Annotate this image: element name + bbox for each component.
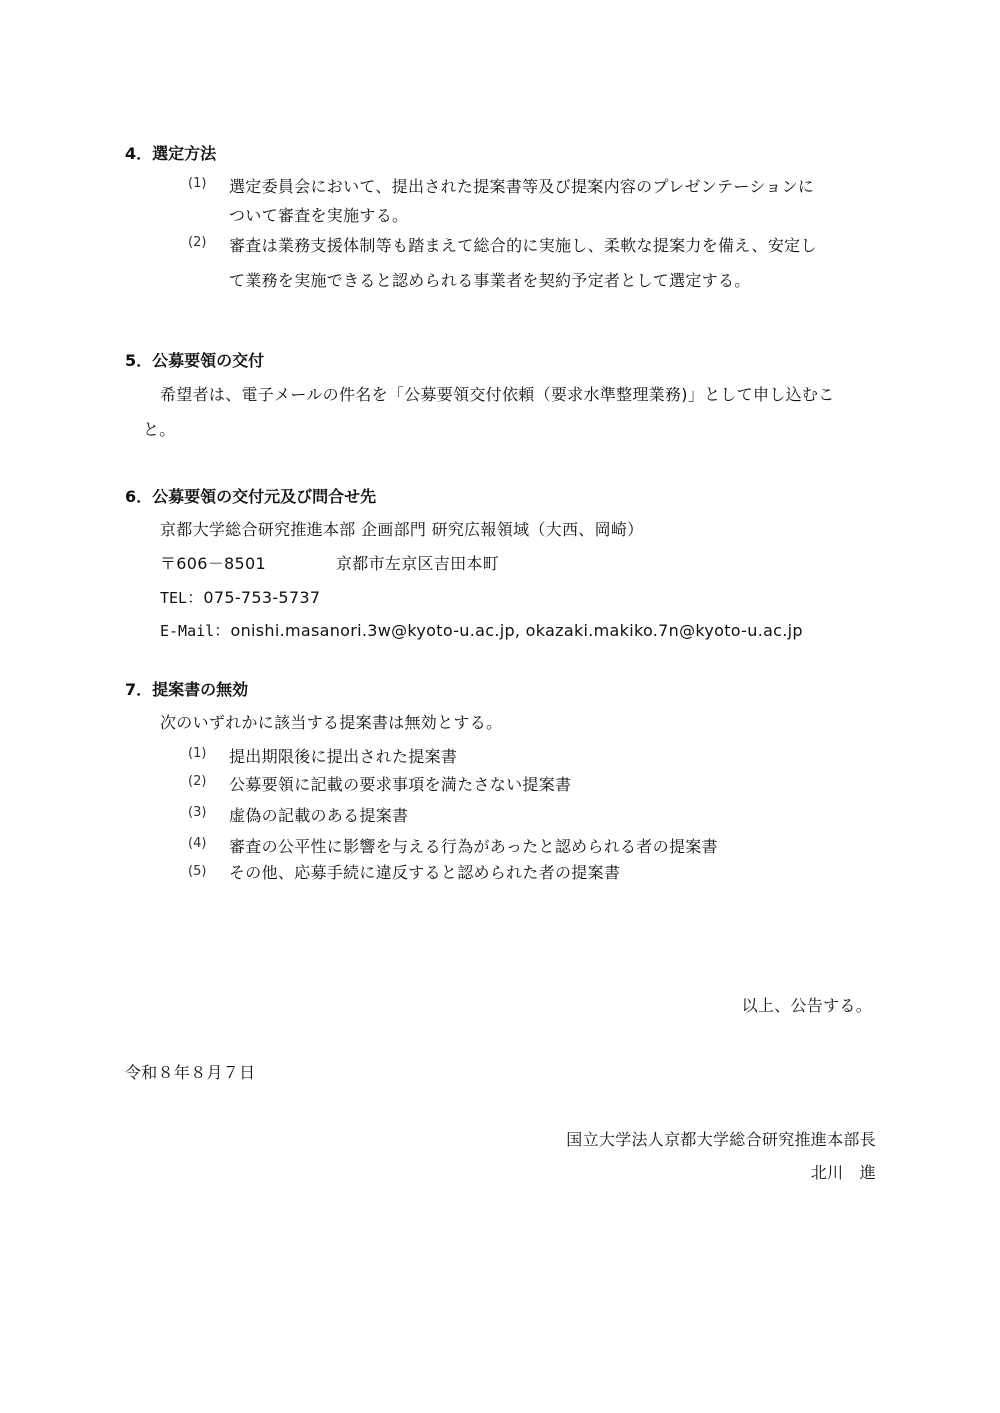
contact-organization: 京都大学総合研究推進本部 企画部門 研究広報領域（大西、岡崎）	[160, 520, 644, 539]
section-7-item-2-number: (2)	[188, 774, 207, 789]
section-4-item-2-number: (2)	[188, 235, 207, 250]
section-7-item-3-number: (3)	[188, 805, 207, 820]
issuer-name: 北川 進	[810, 1163, 876, 1182]
section-4-item-2-line-1: 審査は業務支援体制等も踏まえて総合的に実施し、柔軟な提案力を備え、安定し	[229, 236, 817, 255]
closing-statement: 以上、公告する。	[741, 996, 872, 1015]
section-7-item-5-number: (5)	[188, 864, 207, 879]
section-7-item-3-text: 虚偽の記載のある提案書	[229, 806, 409, 825]
section-7-item-4-number: (4)	[188, 836, 207, 851]
address: 京都市左京区吉田本町	[336, 554, 500, 573]
section-7-item-5-text: その他、応募手続に違反すると認められた者の提案書	[229, 863, 621, 882]
section-5-line-1: 希望者は、電子メールの件名を「公募要領交付依頼（要求水準整理業務)」として申し込むこ	[160, 385, 835, 404]
tel-line	[160, 585, 320, 608]
section-4-item-1-line-1: 選定委員会において、提出された提案書等及び提案内容のプレゼンテーションに	[229, 177, 815, 196]
issuer-organization: 国立大学法人京都大学総合研究推進本部長	[566, 1130, 876, 1149]
section-5-line-2: と。	[143, 420, 176, 439]
section-6-heading: 6．公募要領の交付元及び問合せ先	[125, 487, 377, 506]
section-7-item-4-text: 審査の公平性に影響を与える行為があったと認められる者の提案書	[229, 837, 718, 856]
email-value: ：onishi.masanori.3w@kyoto-u.ac.jp, okazaki.makiko.7n@kyoto-u.ac.jp	[214, 621, 803, 640]
section-7-item-1-number: (1)	[188, 746, 207, 761]
tel-value: ：075-753-5737	[187, 588, 321, 607]
section-7-heading: 7．提案書の無効	[125, 680, 249, 699]
section-4-heading: 4．選定方法	[125, 144, 217, 163]
section-4-item-2-line-2: て業務を実施できると認められる事業者を契約予定者として選定する。	[229, 271, 751, 290]
section-4-item-1-line-2: ついて審査を実施する。	[229, 206, 409, 225]
postal-code: 〒606－8501	[160, 554, 266, 573]
section-7-item-2-text: 公募要領に記載の要求事項を満たさない提案書	[229, 775, 572, 794]
email-label: E-Mail	[160, 622, 215, 640]
email-line	[160, 618, 803, 641]
section-7-item-1-text: 提出期限後に提出された提案書	[229, 747, 458, 766]
announcement-date: 令和８年８月７日	[125, 1063, 256, 1082]
section-7-intro: 次のいずれかに該当する提案書は無効とする。	[160, 713, 503, 732]
section-4-item-1-number: (1)	[188, 176, 207, 191]
section-5-heading: 5．公募要領の交付	[125, 351, 265, 370]
tel-label: TEL	[160, 589, 188, 607]
